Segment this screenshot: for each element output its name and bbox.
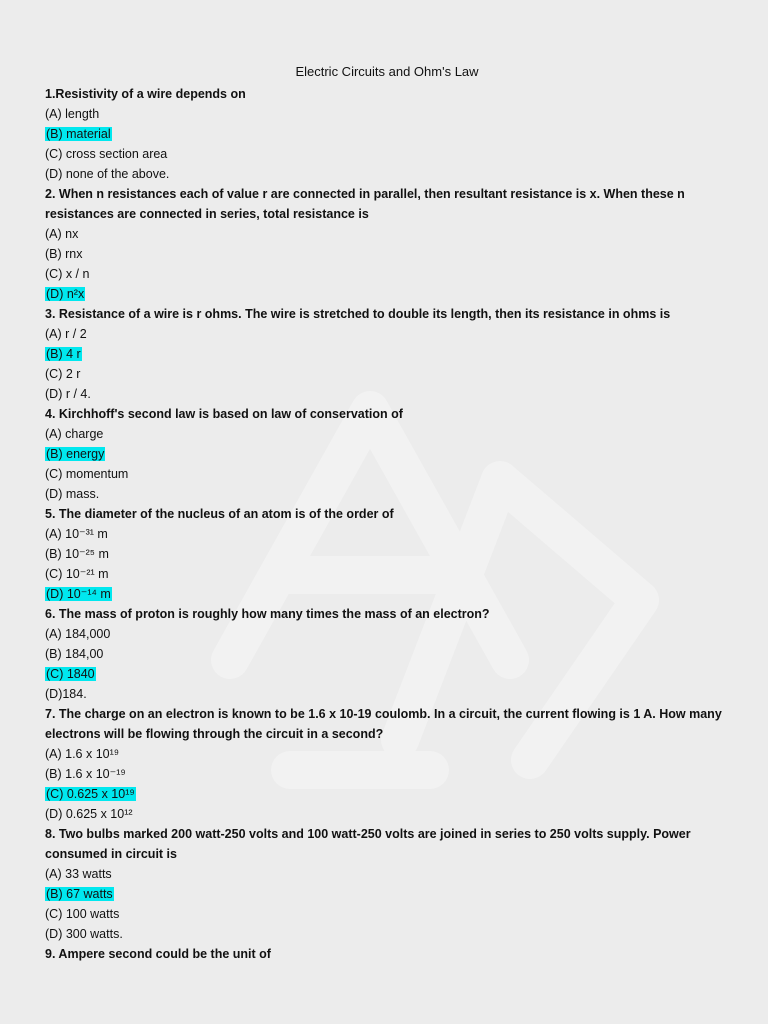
answer-option [45, 624, 725, 644]
answer-option [45, 164, 725, 184]
correct-answer-highlight: (C) 0.625 x 10¹⁹ [46, 787, 135, 801]
answer-option [45, 124, 725, 144]
option-text: (A) 1.6 x 10¹⁹ [45, 747, 120, 761]
correct-answer-highlight: (C) 1840 [46, 667, 95, 681]
option-text: (B) 10⁻²⁵ m [45, 547, 109, 561]
correct-answer-highlight: (D) n²x [46, 287, 85, 301]
answer-option [45, 564, 725, 584]
answer-option [45, 104, 725, 124]
option-text: (D) mass. [45, 487, 100, 501]
question-text: 3. Resistance of a wire is r ohms. The wire is stretched to double its length, then its resistance in ohms is [45, 307, 671, 321]
option-text: (C) 10⁻²¹ m [45, 567, 109, 581]
answer-option [45, 744, 725, 764]
option-text: (C) momentum [45, 467, 129, 481]
question-text: 5. The diameter of the nucleus of an atom is of the order of [45, 507, 394, 521]
option-text: (A) 10⁻³¹ m [45, 527, 108, 541]
answer-option [45, 444, 725, 464]
answer-option [45, 484, 725, 504]
document-title [0, 64, 768, 79]
option-text: (A) 33 watts [45, 867, 112, 881]
option-text: (C) 100 watts [45, 907, 120, 921]
option-text: (D) 300 watts. [45, 927, 123, 941]
question-text: 7. The charge on an electron is known to be 1.6 x 10-19 coulomb. In a circuit, the current flowing is 1 A. How many electrons will be flowing through the circuit in a second? [45, 707, 722, 741]
option-text: (A) charge [45, 427, 104, 441]
correct-answer-highlight: (B) energy [46, 447, 105, 461]
answer-option [45, 264, 725, 284]
option-text: (A) nx [45, 227, 79, 241]
answer-option [45, 284, 725, 304]
option-text: (C) 2 r [45, 367, 81, 381]
option-text: (D)184. [45, 687, 87, 701]
option-text: (B) 1.6 x 10⁻¹⁹ [45, 767, 126, 781]
answer-option [45, 544, 725, 564]
answer-option [45, 924, 725, 944]
question-text: 4. Kirchhoff's second law is based on law of conservation of [45, 407, 403, 421]
question-text: 8. Two bulbs marked 200 watt-250 volts and 100 watt-250 volts are joined in series to 250 volts supply. Power consumed in circuit is [45, 827, 691, 861]
option-text: (D) none of the above. [45, 167, 170, 181]
correct-answer-highlight: (B) 4 r [46, 347, 81, 361]
question-text: 9. Ampere second could be the unit of [45, 947, 271, 961]
answer-option [45, 364, 725, 384]
option-text: (B) 184,00 [45, 647, 104, 661]
answer-option [45, 584, 725, 604]
answer-option [45, 324, 725, 344]
question-text: 6. The mass of proton is roughly how many times the mass of an electron? [45, 607, 490, 621]
answer-option [45, 224, 725, 244]
correct-answer-highlight: (B) 67 watts [46, 887, 113, 901]
correct-answer-highlight: (B) material [46, 127, 111, 141]
option-text: (C) x / n [45, 267, 90, 281]
question-text: 1.Resistivity of a wire depends on [45, 87, 246, 101]
question-text: 2. When n resistances each of value r are connected in parallel, then resultant resistance is x. When these n resistances are connected in series, total resistance is [45, 187, 685, 221]
option-text: (D) r / 4. [45, 387, 91, 401]
answer-option [45, 784, 725, 804]
answer-option [45, 804, 725, 824]
answer-option [45, 244, 725, 264]
answer-option [45, 424, 725, 444]
document-title-text: Electric Circuits and Ohm's Law [295, 64, 479, 79]
option-text: (B) rnx [45, 247, 83, 261]
option-text: (A) length [45, 107, 100, 121]
answer-option [45, 144, 725, 164]
correct-answer-highlight: (D) 10⁻¹⁴ m [46, 587, 111, 601]
answer-option [45, 384, 725, 404]
answer-option [45, 344, 725, 364]
option-text: (A) 184,000 [45, 627, 111, 641]
answer-option [45, 644, 725, 664]
answer-option [45, 664, 725, 684]
answer-option [45, 464, 725, 484]
question-list [45, 84, 725, 964]
answer-option [45, 524, 725, 544]
answer-option [45, 764, 725, 784]
option-text: (D) 0.625 x 10¹² [45, 807, 133, 821]
answer-option [45, 864, 725, 884]
answer-option [45, 884, 725, 904]
option-text: (A) r / 2 [45, 327, 87, 341]
answer-option [45, 904, 725, 924]
answer-option [45, 684, 725, 704]
option-text: (C) cross section area [45, 147, 168, 161]
